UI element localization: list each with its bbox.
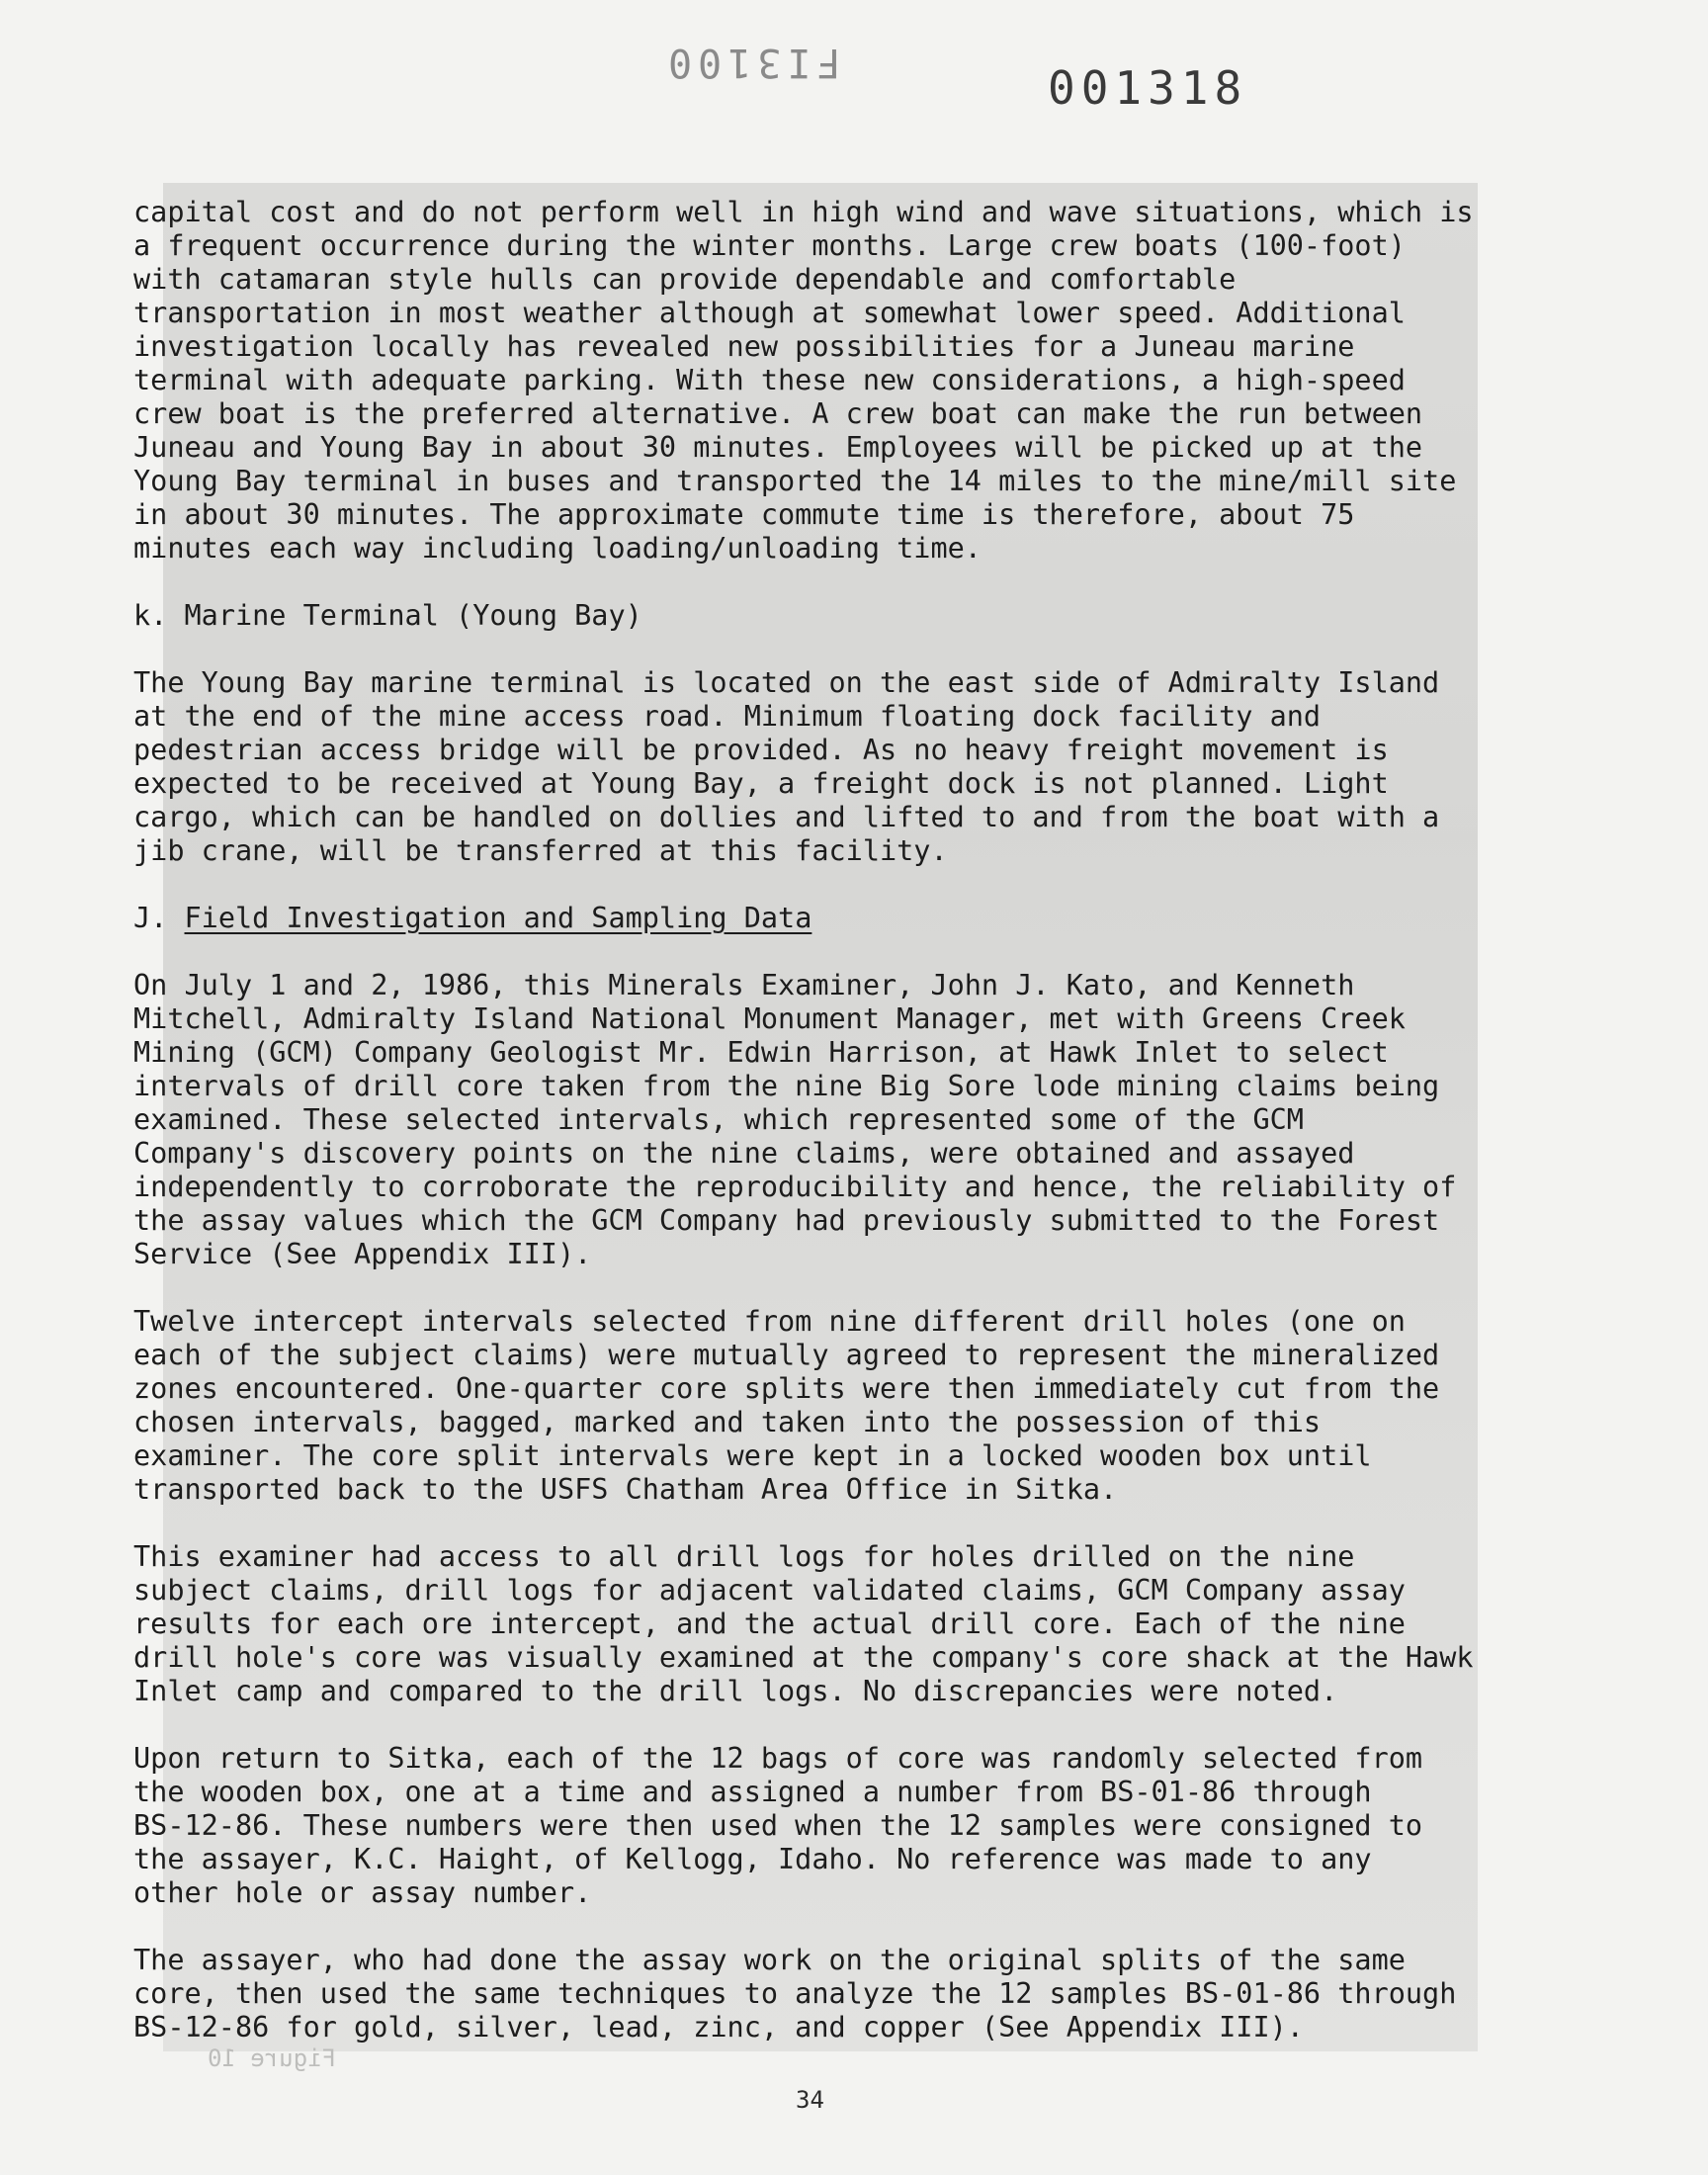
text-line: Mitchell, Admiralty Island National Monument Manager, met with Greens Creek bbox=[133, 1002, 1406, 1035]
text-line: subject claims, drill logs for adjacent validated claims, GCM Company assay bbox=[133, 1574, 1406, 1607]
faint-stamp-code: FI3100 bbox=[662, 40, 841, 85]
text-line: transported back to the USFS Chatham Area Office in Sitka. bbox=[133, 1473, 1118, 1506]
text-line: Mining (GCM) Company Geologist Mr. Edwin Harrison, at Hawk Inlet to select bbox=[133, 1036, 1389, 1069]
text-line: independently to corroborate the reproducibility and hence, the reliability of bbox=[133, 1171, 1457, 1203]
text-line: results for each ore intercept, and the actual drill core. Each of the nine bbox=[133, 1608, 1406, 1640]
document-number-stamp: 001318 bbox=[1048, 61, 1248, 115]
text-line: examiner. The core split intervals were kept in a locked wooden box until bbox=[133, 1439, 1372, 1472]
text-line: each of the subject claims) were mutually agreed to represent the mineralized bbox=[133, 1339, 1440, 1371]
text-line: investigation locally has revealed new possibilities for a Juneau marine bbox=[133, 330, 1355, 363]
text-line: Service (See Appendix III). bbox=[133, 1238, 592, 1270]
text-line: at the end of the mine access road. Minimum floating dock facility and bbox=[133, 700, 1322, 733]
text-line: the assay values which the GCM Company had previously submitted to the Forest bbox=[133, 1204, 1440, 1237]
text-line: On July 1 and 2, 1986, this Minerals Examiner, John J. Kato, and Kenneth bbox=[133, 969, 1355, 1001]
text-line: other hole or assay number. bbox=[133, 1876, 592, 1909]
section-k-label: k. bbox=[133, 599, 168, 632]
text-line: This examiner had access to all drill logs for holes drilled on the nine bbox=[133, 1540, 1355, 1573]
paragraph-field-visit bbox=[133, 969, 1457, 1271]
paragraph-intercept-intervals bbox=[133, 1305, 1453, 1507]
text-line: terminal with adequate parking. With these new considerations, a high-speed bbox=[133, 364, 1406, 396]
paragraph-sample-numbering bbox=[133, 1742, 1453, 1910]
text-line: Twelve intercept intervals selected from nine different drill holes (one on bbox=[133, 1305, 1406, 1338]
text-line: intervals of drill core taken from the nine Big Sore lode mining claims being bbox=[133, 1070, 1440, 1102]
text-line: Upon return to Sitka, each of the 12 bags of core was randomly selected from bbox=[133, 1742, 1423, 1775]
text-line: Company's discovery points on the nine claims, were obtained and assayed bbox=[133, 1137, 1355, 1170]
paragraph-assay-analysis bbox=[133, 1944, 1457, 2044]
page-number: 34 bbox=[796, 2086, 824, 2114]
text-line: the wooden box, one at a time and assigned a number from BS-01-86 through bbox=[133, 1776, 1372, 1808]
text-line: zones encountered. One-quarter core splits were then immediately cut from the bbox=[133, 1372, 1440, 1405]
text-line: pedestrian access bridge will be provided. As no heavy freight movement is bbox=[133, 734, 1389, 766]
paragraph-marine-terminal bbox=[133, 666, 1453, 868]
text-line: examined. These selected intervals, which represented some of the GCM bbox=[133, 1103, 1304, 1136]
text-line: in about 30 minutes. The approximate commute time is therefore, about 75 bbox=[133, 498, 1355, 531]
text-line: with catamaran style hulls can provide dependable and comfortable bbox=[133, 263, 1237, 296]
text-line: The assayer, who had done the assay work on the original splits of the same bbox=[133, 1944, 1406, 1976]
text-line: Juneau and Young Bay in about 30 minutes. Employees will be picked up at the bbox=[133, 431, 1423, 464]
text-line: capital cost and do not perform well in high wind and wave situations, which is bbox=[133, 196, 1474, 228]
section-j-title: Field Investigation and Sampling Data bbox=[184, 902, 812, 934]
text-line: expected to be received at Young Bay, a freight dock is not planned. Light bbox=[133, 767, 1389, 800]
text-line: Inlet camp and compared to the drill logs. No discrepancies were noted. bbox=[133, 1675, 1338, 1707]
text-line: minutes each way including loading/unloading time. bbox=[133, 532, 982, 565]
text-line: drill hole's core was visually examined at the company's core shack at the Hawk bbox=[133, 1641, 1474, 1674]
text-line: Young Bay terminal in buses and transported the 14 miles to the mine/mill site bbox=[133, 465, 1457, 497]
document-body bbox=[133, 196, 1474, 2078]
section-k-heading bbox=[133, 599, 1453, 633]
paragraph-drill-logs bbox=[133, 1540, 1474, 1708]
text-line: BS-12-86. These numbers were then used when the 12 samples were consigned to bbox=[133, 1809, 1423, 1842]
text-line: the assayer, K.C. Haight, of Kellogg, Idaho. No reference was made to any bbox=[133, 1843, 1372, 1875]
text-line: transportation in most weather although at somewhat lower speed. Additional bbox=[133, 297, 1406, 329]
text-line: The Young Bay marine terminal is located on the east side of Admiralty Island bbox=[133, 666, 1440, 699]
text-line: cargo, which can be handled on dollies and lifted to and from the boat with a bbox=[133, 801, 1440, 833]
paragraph-transportation bbox=[133, 196, 1474, 566]
text-line: BS-12-86 for gold, silver, lead, zinc, and copper (See Appendix III). bbox=[133, 2011, 1304, 2044]
text-line: core, then used the same techniques to analyze the 12 samples BS-01-86 through bbox=[133, 1977, 1457, 2010]
text-line: a frequent occurrence during the winter months. Large crew boats (100-foot) bbox=[133, 229, 1406, 262]
section-k-title: Marine Terminal (Young Bay) bbox=[184, 599, 642, 632]
text-line: jib crane, will be transferred at this facility. bbox=[133, 834, 948, 867]
section-j-label: J. bbox=[133, 902, 168, 934]
bleed-through-figure-label: Figure 10 bbox=[208, 2044, 337, 2072]
text-line: crew boat is the preferred alternative. A crew boat can make the run between bbox=[133, 397, 1423, 430]
section-j-heading bbox=[133, 902, 1453, 935]
text-line: chosen intervals, bagged, marked and taken into the possession of this bbox=[133, 1406, 1322, 1438]
